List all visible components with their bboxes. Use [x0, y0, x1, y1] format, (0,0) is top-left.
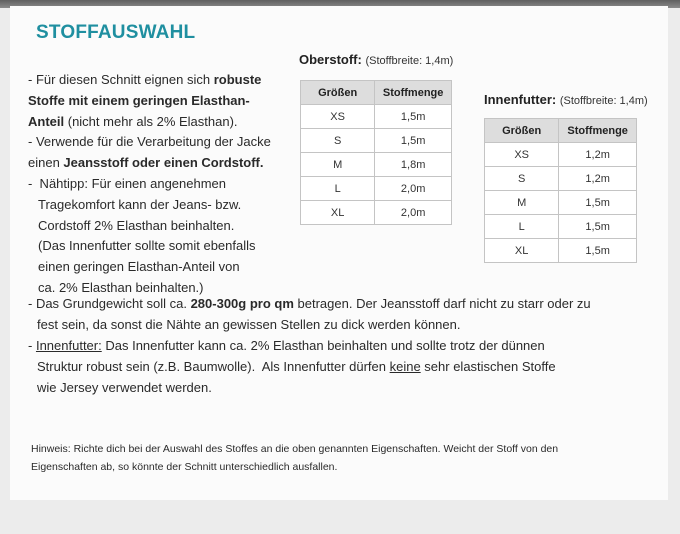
bullet-sewing-tip: - Nähtipp: Für einen angenehmen — [28, 175, 227, 191]
column-header-size: Größen — [301, 81, 375, 105]
size-cell: L — [301, 177, 375, 201]
innenfutter-table — [484, 118, 637, 263]
fabric-requirements-list: - Für diesen Schnitt eignen sich robuste Stoffe mit einem geringen Elasthan- Anteil (nicht mehr als 2% Elasthan). - Verwende für die Verarbeitung der Jacke einen Jeansstoff oder einen Cordstoff. - Nähtipp: Für einen angenehmen Tragekomfort kann der Jeans- bzw. Cordstoff 2% Elasthan beinhalten. (Das Innenfutter sollte somit ebenfalls einen geringen Elasthan-Anteil von ca. 2% Elasthan beinhalten.) — [28, 70, 288, 299]
column-header-size: Größen — [485, 119, 559, 143]
fabric-details: - Das Grundgewicht soll ca. 280-300g pro qm betragen. Der Jeansstoff darf nicht zu starr oder zu fest sein, da sonst die Nähte an gewissen Stellen zu dick werden können. - Innenfutter: Das Innenfutter kann ca. 2% Elasthan beinhalten und sollte trotz der dünnen Struktur robust sein (z.B. Baumwolle). Als Innenfutter dürfen keine sehr elastischen Stoffe wie Jersey verwendet werden. — [28, 293, 648, 398]
oberstoff-title: Oberstoff: — [299, 52, 362, 67]
oberstoff-table — [300, 80, 452, 225]
size-cell: S — [301, 129, 375, 153]
column-header-amount: Stoffmenge — [375, 81, 452, 105]
bullet-fabric-type: - Verwende für die Verarbeitung der Jacke — [28, 134, 271, 150]
table-row — [485, 167, 637, 191]
page-title: STOFFAUSWAHL — [36, 22, 196, 43]
hint-note: Hinweis: Richte dich bei der Auswahl des Stoffes an die oben genannten Eigenschaften. Weicht der Stoff von den Eigenschaften ab, so könnte der Schnitt unterschiedlich ausfallen. — [31, 443, 559, 473]
table-row — [301, 105, 452, 129]
amount-cell: 1,5m — [559, 239, 637, 263]
innenfutter-subtitle: (Stoffbreite: 1,4m) — [559, 95, 648, 107]
bullet-base-weight: - Das Grundgewicht soll ca. 280-300g pro qm betragen. Der Jeansstoff darf nicht zu starr oder zu — [28, 296, 591, 311]
table-row — [301, 129, 452, 153]
table-row — [485, 191, 637, 215]
amount-cell: 1,5m — [559, 191, 637, 215]
amount-cell: 1,5m — [559, 215, 637, 239]
size-cell: XL — [301, 201, 375, 225]
amount-cell: 2,0m — [375, 201, 452, 225]
size-cell: XS — [301, 105, 375, 129]
amount-cell: 1,5m — [375, 129, 452, 153]
bullet-robust-fabric: - Für diesen Schnitt eignen sich robuste — [28, 72, 262, 87]
innenfutter-heading — [484, 92, 648, 107]
table-row — [301, 153, 452, 177]
table-row — [485, 215, 637, 239]
amount-cell: 1,2m — [559, 167, 637, 191]
table-row — [485, 143, 637, 167]
size-cell: XL — [485, 239, 559, 263]
column-header-amount: Stoffmenge — [559, 119, 637, 143]
bullet-lining: - Innenfutter: Das Innenfutter kann ca. 2% Elasthan beinhalten und sollte trotz der dünnen — [28, 338, 545, 353]
size-cell: M — [485, 191, 559, 215]
table-row — [485, 239, 637, 263]
innenfutter-title: Innenfutter: — [484, 92, 557, 107]
size-cell: XS — [485, 143, 559, 167]
table-row — [301, 177, 452, 201]
oberstoff-heading — [299, 52, 453, 67]
amount-cell: 2,0m — [375, 177, 452, 201]
amount-cell: 1,8m — [375, 153, 452, 177]
size-cell: L — [485, 215, 559, 239]
amount-cell: 1,2m — [559, 143, 637, 167]
size-cell: M — [301, 153, 375, 177]
table-row — [301, 201, 452, 225]
size-cell: S — [485, 167, 559, 191]
amount-cell: 1,5m — [375, 105, 452, 129]
oberstoff-subtitle: (Stoffbreite: 1,4m) — [365, 55, 454, 67]
